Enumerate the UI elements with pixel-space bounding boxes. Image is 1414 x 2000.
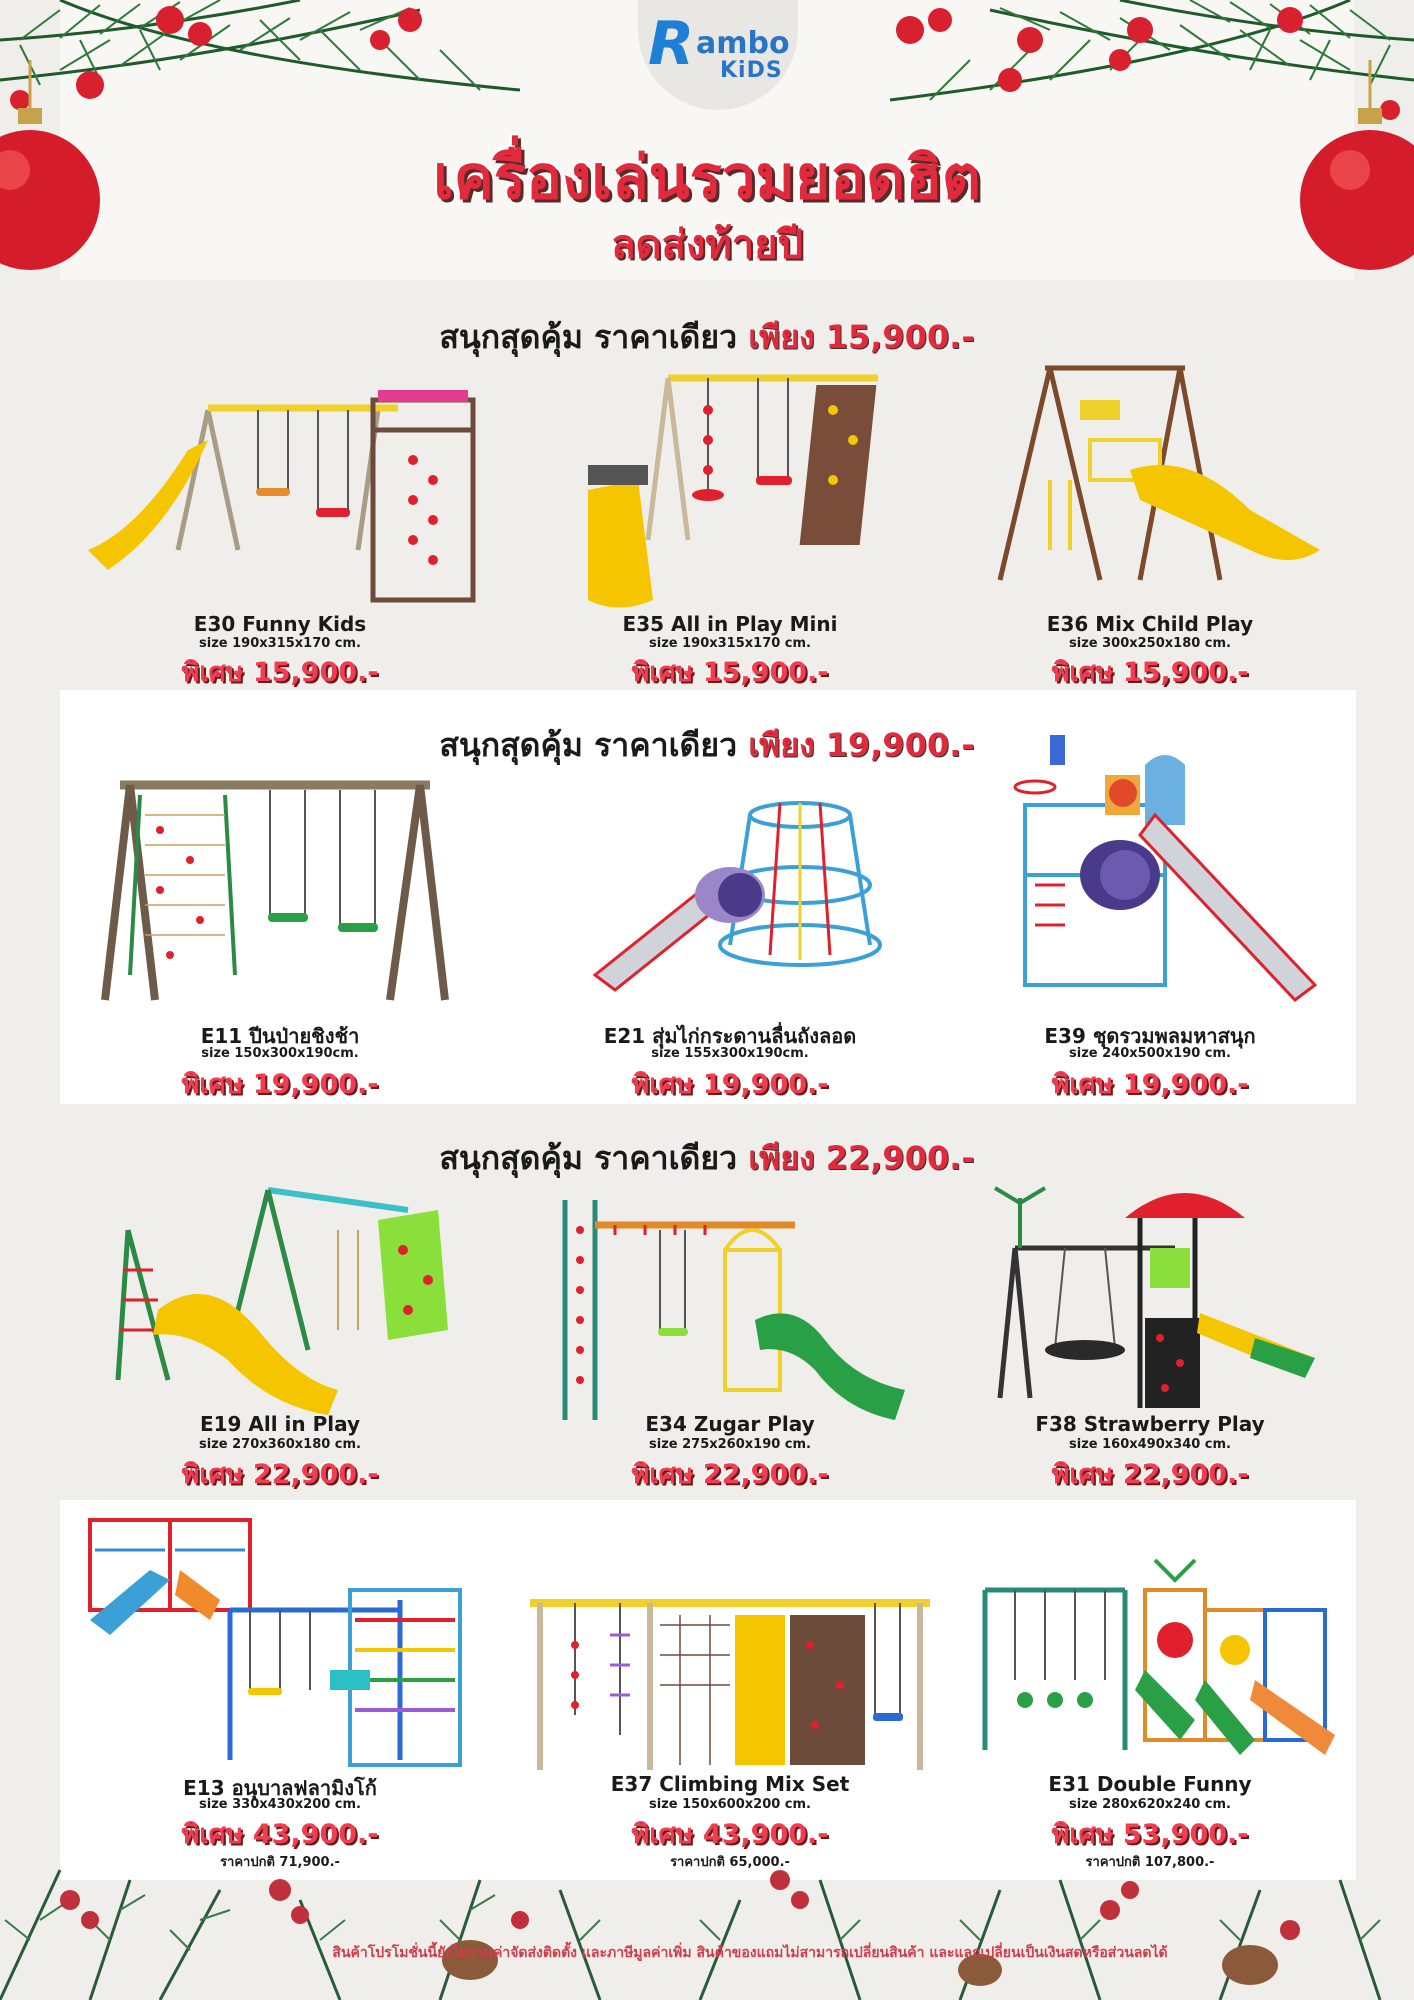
- product-name: E30 Funny Kids: [193, 612, 367, 636]
- product-image-e30: [78, 380, 498, 620]
- section-heading-22900: [0, 1133, 1414, 1184]
- logo-initial: R: [648, 9, 695, 79]
- section-heading-text: สนุกสุดคุ้ม ราคาเดียว: [439, 318, 738, 356]
- product-size: size 330x430x200 cm.: [199, 1797, 361, 1812]
- product-name: E13 อนุบาลฟลามิงโก้: [183, 1776, 377, 1800]
- product-size: size 160x490x340 cm.: [1069, 1437, 1231, 1452]
- section-heading-text: สนุกสุดคุ้ม ราคาเดียว: [439, 1139, 738, 1177]
- product-image-e11: [100, 775, 450, 1010]
- section-heading-text: สนุกสุดคุ้ม ราคาเดียว: [439, 726, 738, 764]
- product-size: size 190x315x170 cm.: [649, 636, 811, 651]
- section-heading-15900: [0, 312, 1414, 363]
- product-name: E19 All in Play: [199, 1412, 361, 1436]
- product-size: size 155x300x190cm.: [651, 1046, 809, 1061]
- product-image-e37: [530, 1595, 930, 1775]
- product-price: พิเศษ 19,900.-: [631, 1069, 829, 1100]
- product-size: size 300x250x180 cm.: [1069, 636, 1231, 651]
- section-heading-price: เพียง 19,900.-: [748, 726, 975, 764]
- product-image-e13: [80, 1510, 480, 1775]
- product-name: E34 Zugar Play: [645, 1412, 815, 1436]
- product-name: E39 ชุดรวมพลมหาสนุก: [1044, 1024, 1256, 1048]
- product-name: E11 ปีนป่ายชิงช้า: [200, 1024, 360, 1048]
- product-image-e34: [555, 1190, 915, 1425]
- product-size: size 150x300x190cm.: [201, 1046, 359, 1061]
- section-heading-price: เพียง 22,900.-: [748, 1139, 975, 1177]
- product-image-f38: [975, 1178, 1325, 1423]
- product-name: E37 Climbing Mix Set: [610, 1772, 850, 1796]
- product-price: พิเศษ 53,900.-: [1051, 1819, 1249, 1850]
- product-image-e39: [1005, 735, 1330, 1020]
- product-price: พิเศษ 43,900.-: [631, 1819, 829, 1850]
- product-size: size 150x600x200 cm.: [649, 1797, 811, 1812]
- product-price: พิเศษ 22,900.-: [181, 1459, 379, 1490]
- page-subtitle: ลดส่งท้ายปี: [610, 222, 804, 268]
- product-name: E21 สุ่มไก่กระดานลื่นถังลอด: [603, 1024, 857, 1048]
- product-image-e35: [578, 370, 928, 620]
- product-image-e36: [990, 360, 1330, 610]
- product-image-e21: [590, 775, 890, 1010]
- product-normal-price: ราคาปกติ 71,900.-: [220, 1855, 340, 1870]
- product-price: พิเศษ 19,900.-: [1051, 1069, 1249, 1100]
- logo-kids: KiDS: [720, 58, 783, 83]
- product-price: พิเศษ 15,900.-: [1051, 657, 1249, 688]
- product-size: size 240x500x190 cm.: [1069, 1046, 1231, 1061]
- product-name: E36 Mix Child Play: [1046, 612, 1254, 636]
- product-size: size 270x360x180 cm.: [199, 1437, 361, 1452]
- product-price: พิเศษ 19,900.-: [181, 1069, 379, 1100]
- product-name: E31 Double Funny: [1048, 1772, 1252, 1796]
- footer-disclaimer: สินค้าโปรโมชั่นนี้ยังไม่รวมค่าจัดส่งติดตั้ง และภาษีมูลค่าเพิ่ม สินค้าของแถมไม่สามารถเปลี่ยนสินค้า และแลกเปลี่ยนเป็นเงินสดหรือส่วนลดได้: [332, 1945, 1168, 1961]
- product-image-e19: [108, 1180, 458, 1420]
- product-image-e31: [975, 1550, 1345, 1775]
- logo-wordmark: ambo: [696, 26, 790, 61]
- product-price: พิเศษ 22,900.-: [631, 1459, 829, 1490]
- product-normal-price: ราคาปกติ 107,800.-: [1085, 1855, 1215, 1870]
- product-name: F38 Strawberry Play: [1035, 1412, 1265, 1436]
- product-price: พิเศษ 22,900.-: [1051, 1459, 1249, 1490]
- christmas-decoration-bottom: [0, 1840, 1414, 2000]
- product-size: size 280x620x240 cm.: [1069, 1797, 1231, 1812]
- product-price: พิเศษ 15,900.-: [631, 657, 829, 688]
- section-heading-price: เพียง 15,900.-: [748, 318, 975, 356]
- product-price: พิเศษ 43,900.-: [181, 1819, 379, 1850]
- product-size: size 190x315x170 cm.: [199, 636, 361, 651]
- product-size: size 275x260x190 cm.: [649, 1437, 811, 1452]
- product-name: E35 All in Play Mini: [622, 612, 838, 636]
- product-price: พิเศษ 15,900.-: [181, 657, 379, 688]
- product-normal-price: ราคาปกติ 65,000.-: [670, 1855, 790, 1870]
- page-title: เครื่องเล่นรวมยอดฮิต: [433, 143, 981, 213]
